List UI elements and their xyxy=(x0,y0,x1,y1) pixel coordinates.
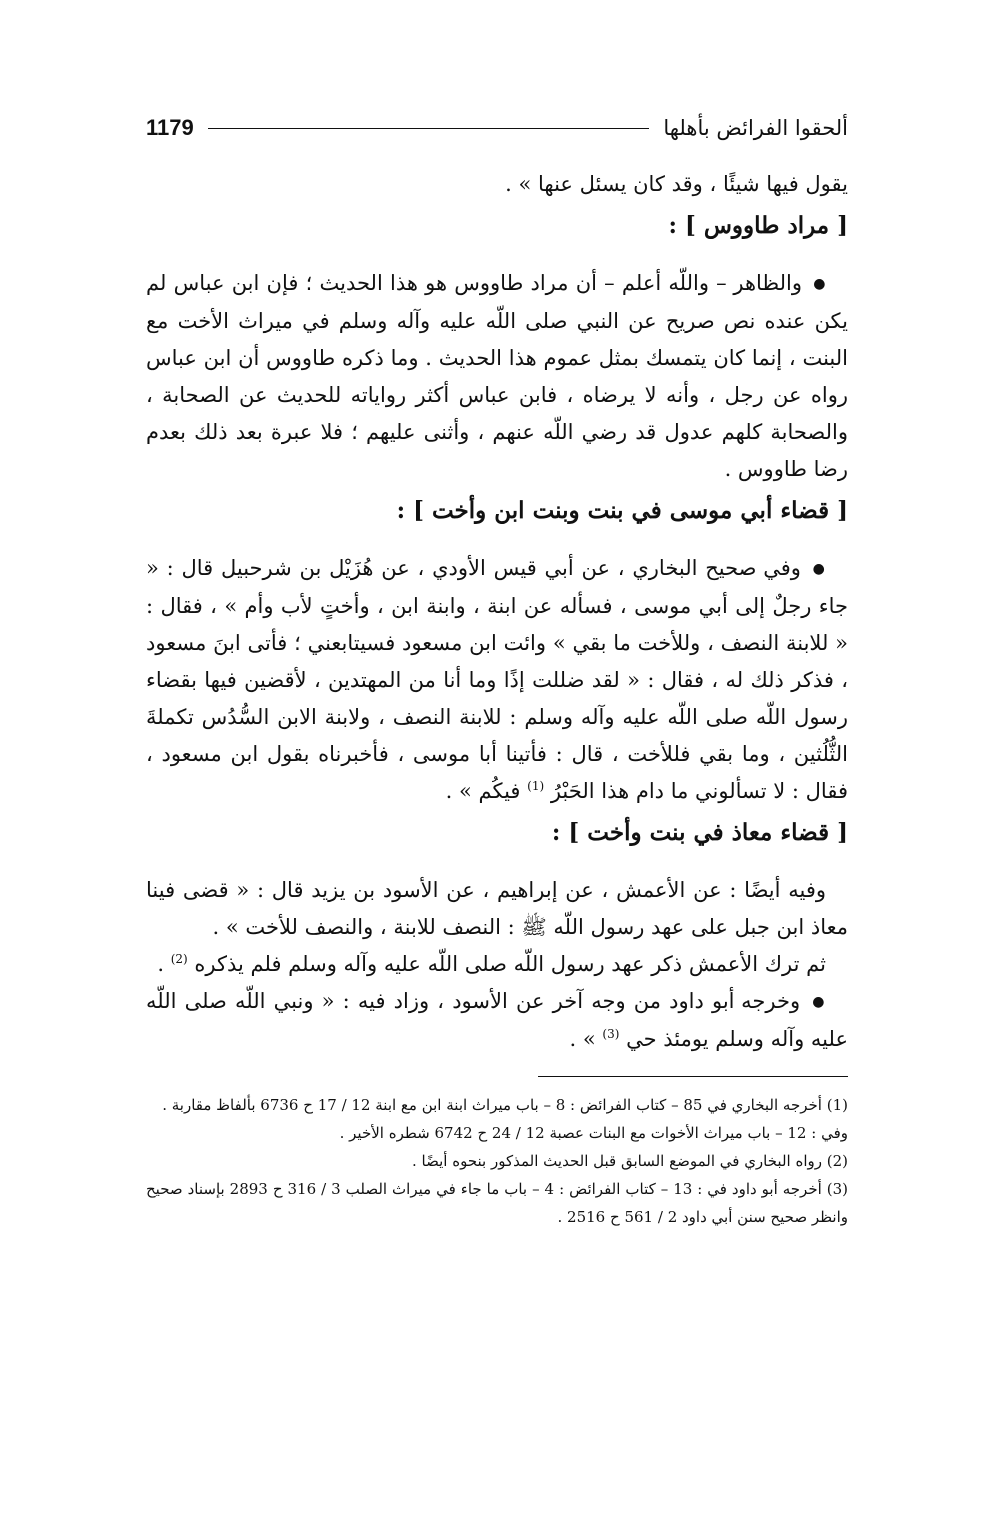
footnote-marker-1[interactable]: (1) xyxy=(527,779,545,793)
paragraph-abu-musa-text: وفي صحيح البخاري ، عن أبي قيس الأودي ، عن هُزَيْل بن شرحبيل قال : « جاء رجلٌ إلى أبي موسى ، فسأله عن ابنة ، وابنة ابن ، وأختٍ لأب وأم » ، فقال : « للابنة النصف ، وللأخت ما بقي » وائت ابن مسعود فسيتابعني ؛ فأتى ابنَ مسعود ، فذكر ذلك له ، فقال : « لقد ضللت إذًا وما أنا من المهتدين ، لأقضين فيها بقضاء رسول اللّه صلى اللّه عليه وآله وسلم : للابنة النصف ، ولابنة الابن السُّدُس تكملةَ الثُّلُثين ، وما بقي فللأخت ، قال : فأتينا أبا موسى ، فأخبرناه بقول ابن مسعود ، فقال : لا تسألوني ما دام هذا الحَبْرُ xyxy=(146,556,848,803)
paragraph-abu-dawud-end: » . xyxy=(569,1027,596,1051)
paragraph-abu-dawud-text: وخرجه أبو داود من وجه آخر عن الأسود ، وزاد فيه : « ونبي اللّه صلى اللّه عليه وآله وسلم يومئذ حي xyxy=(146,989,848,1051)
bullet-icon: ● xyxy=(812,561,826,577)
paragraph-tawus-text: والظاهر – واللّه أعلم – أن مراد طاووس هو هذا الحديث ؛ فإن ابن عباس لم يكن عنده نص صريح عن النبي صلى اللّه عليه وآله وسلم في ميراث الأخت مع البنت ، إنما كان يتمسك بمثل عموم هذا الحديث . وما ذكره طاووس أن ابن عباس رواه عن رجل ، وأنه لا يرضاه ، فابن عباس أكثر رواياته للحديث عن الصحابة ، والصحابة كلهم عدول قد رضي اللّه عنهم ، وأثنى عليهم ؛ فلا عبرة بعد ذلك بعدم رضا طاووس . xyxy=(146,271,848,481)
bullet-icon: ● xyxy=(812,994,826,1010)
paragraph-tawus xyxy=(146,265,848,488)
paragraph-muadh: وفيه أيضًا : عن الأعمش ، عن إبراهيم ، عن الأسود بن يزيد قال : « قضى فينا معاذ ابن جبل على عهد رسول اللّه ﷺ : النصف للابنة ، والنصف للأخت » . xyxy=(146,878,848,939)
footnote-3: (3) أخرجه أبو داود في : 13 – كتاب الفرائض : 4 – باب ما جاء في ميراث الصلب 3 / 316 ح 2893 بإسناد صحيح وانظر صحيح سنن أبي داود 2 / 561 ح 2516 . xyxy=(146,1180,848,1226)
paragraph-amash-text: ثم ترك الأعمش ذكر عهد رسول اللّه صلى اللّه عليه وآله وسلم فلم يذكره xyxy=(194,952,826,976)
running-title: ألحقوا الفرائض بأهلها xyxy=(663,116,848,140)
continuation-line: يقول فيها شيئًا ، وقد كان يسئل عنها » . xyxy=(505,172,848,196)
footnote-1-continuation: وفي : 12 – باب ميراث الأخوات مع البنات عصبة 12 / 24 ح 6742 شطره الأخير . xyxy=(339,1124,848,1142)
paragraph-amash-end: . xyxy=(157,952,165,976)
spacer xyxy=(146,253,848,265)
section-heading-muadh: [ قضاء معاذ في بنت وأخت ] : xyxy=(551,819,848,846)
bullet-icon: ● xyxy=(813,276,826,292)
spacer xyxy=(146,860,848,872)
section-heading-tawus: [ مراد طاووس ] : xyxy=(668,212,848,239)
header-rule xyxy=(208,128,650,129)
section-heading-abu-musa: [ قضاء أبي موسى في بنت وبنت ابن وأخت ] : xyxy=(396,497,848,524)
footnote-marker-2[interactable]: (2) xyxy=(170,952,188,966)
footnote-marker-3[interactable]: (3) xyxy=(602,1027,620,1041)
spacer xyxy=(146,538,848,550)
footnotes xyxy=(146,1091,848,1231)
paragraph-abu-dawud xyxy=(146,983,848,1058)
footnote-separator xyxy=(538,1076,848,1077)
paragraph-abu-musa-end: فيكُم » . xyxy=(445,779,521,803)
paragraph-amash xyxy=(146,946,848,983)
footnote-2: (2) رواه البخاري في الموضع السابق قبل الحديث المذكور بنحوه أيضًا . xyxy=(412,1152,848,1170)
footnote-separator-wrap xyxy=(146,1058,848,1091)
book-page xyxy=(146,108,848,1231)
running-header xyxy=(146,108,848,148)
footnote-1: (1) أخرجه البخاري في 85 – كتاب الفرائض : 8 – باب ميراث ابنة ابن مع ابنة 12 / 17 ح 6736 بألفاظ مقاربة . xyxy=(162,1096,848,1114)
paragraph-abu-musa xyxy=(146,550,848,810)
page-number: 1179 xyxy=(146,115,194,140)
